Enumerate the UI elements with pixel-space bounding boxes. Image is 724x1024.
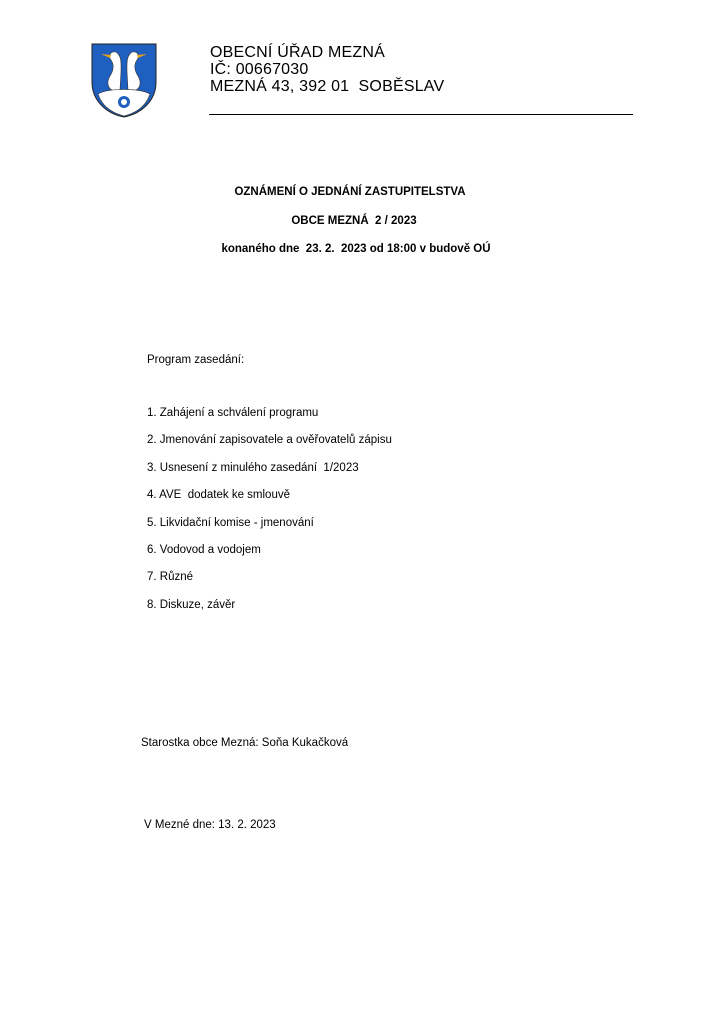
agenda-item: 5. Likvidační komise - jmenování xyxy=(147,516,314,529)
notice-title: OZNÁMENÍ O JEDNÁNÍ ZASTUPITELSTVA xyxy=(234,186,466,198)
header-divider xyxy=(209,114,633,115)
agenda-item: 7. Různé xyxy=(147,571,194,584)
office-id: IČ: 00667030 xyxy=(210,61,309,78)
office-address: MEZNÁ 43, 392 01 SOBĚSLAV xyxy=(210,78,445,95)
agenda-item: 2. Jmenování zapisovatele a ověřovatelů zápisu xyxy=(147,434,392,447)
office-header xyxy=(210,44,444,95)
program-label: Program zasedání: xyxy=(147,354,245,366)
meeting-date-line: konaného dne 23. 2. 2023 od 18:00 v budově OÚ xyxy=(221,243,491,255)
agenda-item: 3. Usnesení z minulého zasedání 1/2023 xyxy=(147,461,359,474)
coat-of-arms-icon xyxy=(90,42,158,118)
mayor-signature: Starostka obce Mezná: Soňa Kukačková xyxy=(141,737,349,749)
agenda-list xyxy=(147,407,392,626)
place-date: V Mezné dne: 13. 2. 2023 xyxy=(144,819,276,831)
notice-subtitle: OBCE MEZNÁ 2 / 2023 xyxy=(291,215,417,227)
agenda-item: 1. Zahájení a schválení programu xyxy=(147,407,319,419)
agenda-item: 4. AVE dodatek ke smlouvě xyxy=(147,489,290,502)
office-name: OBECNÍ ÚŘAD MEZNÁ xyxy=(210,44,385,61)
agenda-item: 8. Diskuze, závěr xyxy=(147,598,236,611)
agenda-item: 6. Vodovod a vodojem xyxy=(147,543,261,556)
